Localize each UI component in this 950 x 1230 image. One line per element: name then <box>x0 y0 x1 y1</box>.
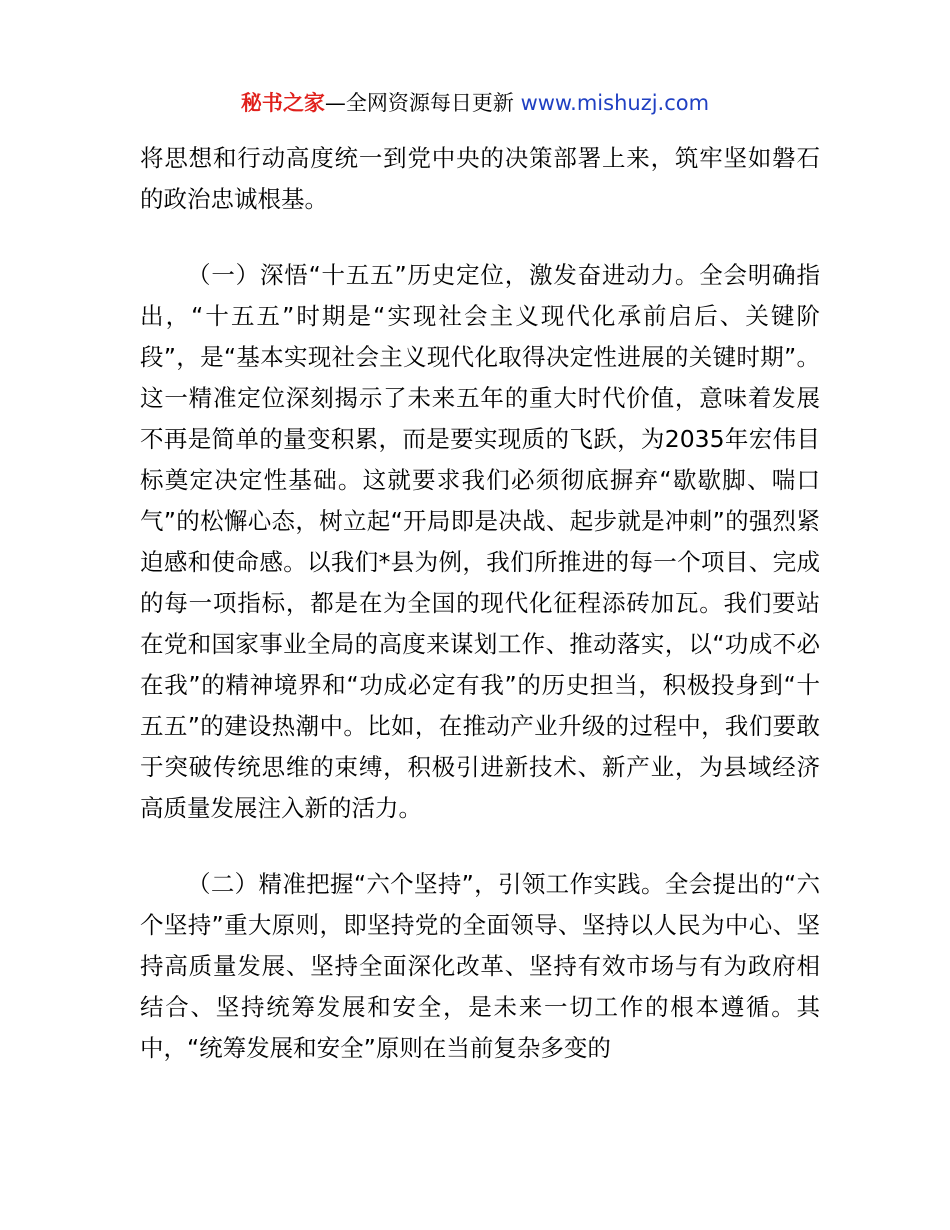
header-brand: 秘书之家 <box>240 91 325 115</box>
paragraph-continuation: 将思想和行动高度统一到党中央的决策部署上来，筑牢坚如磐石的政治忠诚根基。 <box>140 144 820 213</box>
document-header <box>0 88 950 118</box>
paragraph-section-one: （一）深悟“十五五”历史定位，激发奋进动力。全会明确指出，“十五五”时期是“实现社会主义现代化承前启后、关键阶段”，是“基本实现社会主义现代化取得决定性进展的关键时期”。这一精准定位深刻揭示了未来五年的重大时代价值，意味着发展不再是简单的量变积累，而是要实现质的飞跃，为2035年宏伟目标奠定决定性基础。这就要求我们必须彻底摒弃“歇歇脚、喘口气”的松懈心态，树立起“开局即是决战、起步就是冲刺”的强烈紧迫感和使命感。以我们*县为例，我们所推进的每一个项目、完成的每一项指标，都是在为全国的现代化征程添砖加瓦。我们要站在党和国家事业全局的高度来谋划工作、推动落实，以“功成不必在我”的精神境界和“功成必定有我”的历史担当，积极投身到“十五五”的建设热潮中。比如，在推动产业升级的过程中，我们要敢于突破传统思维的束缚，积极引进新技术、新产业，为县域经济高质量发展注入新的活力。 <box>140 261 820 822</box>
header-site-url[interactable]: www.mishuzj.com <box>520 91 710 115</box>
document-body <box>140 138 820 1069</box>
header-tagline: —全网资源每日更新 <box>324 91 514 115</box>
paragraph-section-two: （二）精准把握“六个坚持”，引领工作实践。全会提出的“六个坚持”重大原则，即坚持党的全面领导、坚持以人民为中心、坚持高质量发展、坚持全面深化改革、坚持有效市场与有为政府相结合、坚持统筹发展和安全，是未来一切工作的根本遵循。其中，“统筹发展和安全”原则在当前复杂多变的 <box>140 870 820 1062</box>
